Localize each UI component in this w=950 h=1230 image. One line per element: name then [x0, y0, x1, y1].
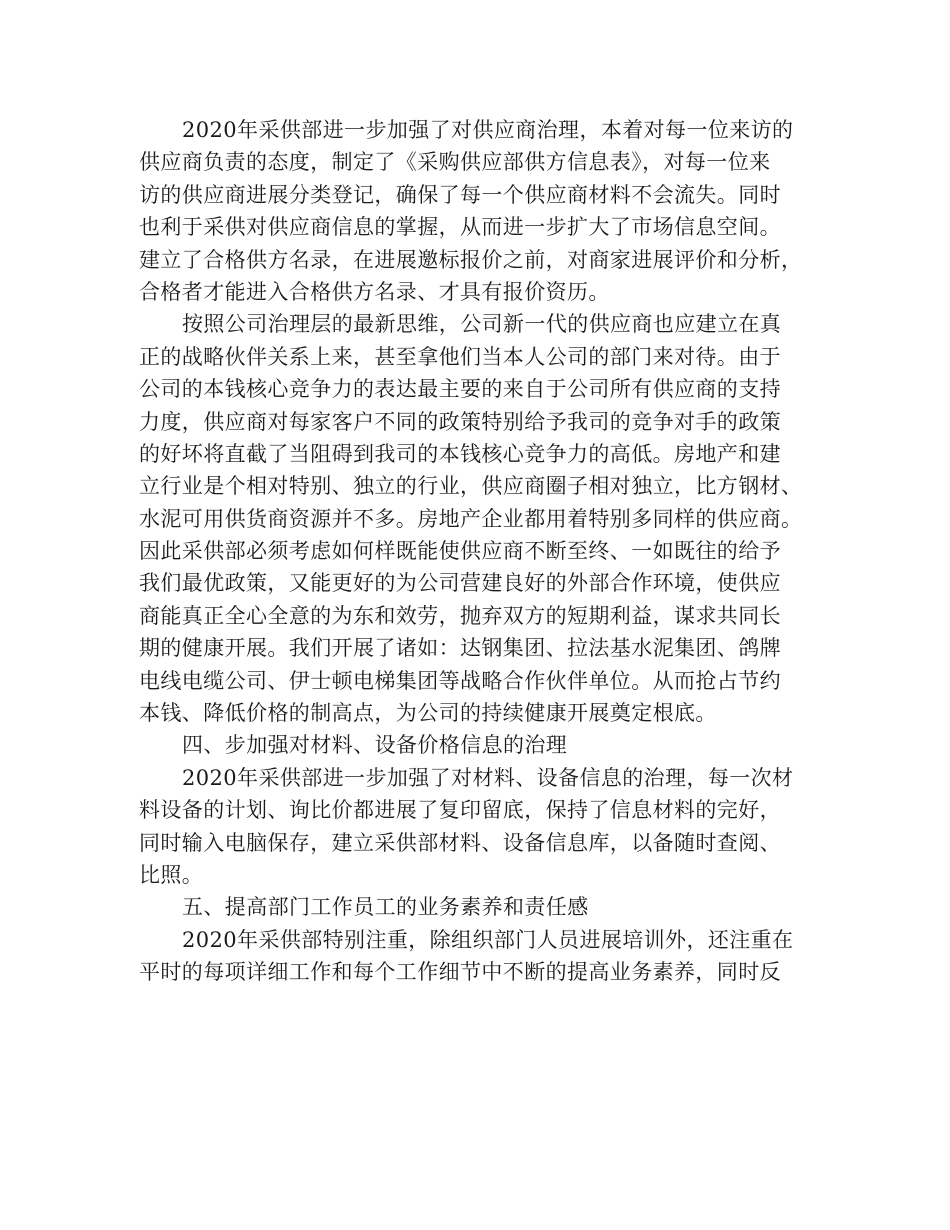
text-line: 电线电缆公司、伊士顿电梯集团等战略合作伙伴单位。从而抢占节约 — [139, 668, 781, 693]
text-line: 期的健康开展。我们开展了诸如：达钢集团、拉法基水泥集团、鸽牌 — [139, 636, 781, 661]
text-line: 正的战略伙伴关系上来，甚至拿他们当本人公司的部门来对待。由于 — [139, 344, 781, 369]
text-line: 同时输入电脑保存，建立采供部材料、设备信息库，以备随时查阅、 — [139, 830, 781, 855]
text-line: 2020年采供部进一步加强了对供应商治理，本着对每一位来访的 — [182, 118, 794, 142]
text-line: 商能真正全心全意的为东和效劳，抛弃双方的短期利益，谋求共同长 — [139, 603, 781, 628]
text-line: 因此采供部必须考虑如何样既能使供应商不断至终、一如既往的给予 — [139, 539, 781, 564]
text-line: 立行业是个相对特别、独立的行业，供应商圈子相对独立，比方钢材、 — [139, 474, 803, 499]
text-line: 本钱、降低价格的制高点，为公司的持续健康开展奠定根底。 — [139, 701, 717, 726]
text-line: 力度，供应商对每家客户不同的政策特别给予我司的竞争对手的政策 — [139, 409, 781, 434]
text-line: 2020年采供部进一步加强了对材料、设备信息的治理，每一次材 — [182, 765, 794, 790]
text-line: 按照公司治理层的最新思维，公司新一代的供应商也应建立在真 — [182, 312, 782, 337]
text-line: 合格者才能进入合格供方名录、才具有报价资历。 — [139, 279, 610, 304]
text-line: 平时的每项详细工作和每个工作细节中不断的提高业务素养，同时反 — [139, 960, 781, 985]
text-line: 水泥可用供货商资源并不多。房地产企业都用着特别多同样的供应商。 — [139, 506, 803, 531]
text-line: 访的供应商进展分类登记，确保了每一个供应商材料不会流失。同时 — [139, 182, 781, 207]
section-heading: 四、步加强对材料、设备价格信息的治理 — [182, 733, 568, 758]
document-body — [139, 114, 819, 989]
text-line: 的好坏将直截了当阻碍到我司的本钱核心竞争力的高低。房地产和建 — [139, 441, 781, 466]
text-line: 供应商负责的态度，制定了《采购供应部供方信息表》，对每一位来 — [139, 150, 771, 175]
text-line: 也利于采供对供应商信息的掌握，从而进一步扩大了市场信息空间。 — [139, 215, 781, 240]
text-line: 公司的本钱核心竞争力的表达最主要的来自于公司所有供应商的支持 — [139, 377, 781, 402]
text-line: 比照。 — [139, 862, 204, 887]
text-line: 我们最优政策，又能更好的为公司营建良好的外部合作环境，使供应 — [139, 571, 781, 596]
section-heading: 五、提高部门工作员工的业务素养和责任感 — [182, 895, 589, 920]
text-line: 料设备的计划、询比价都进展了复印留底，保持了信息材料的完好， — [139, 798, 781, 823]
text-line: 建立了合格供方名录，在进展邀标报价之前，对商家进展评价和分析， — [139, 247, 803, 272]
text-line: 2020年采供部特别注重，除组织部门人员进展培训外，还注重在 — [182, 927, 794, 952]
